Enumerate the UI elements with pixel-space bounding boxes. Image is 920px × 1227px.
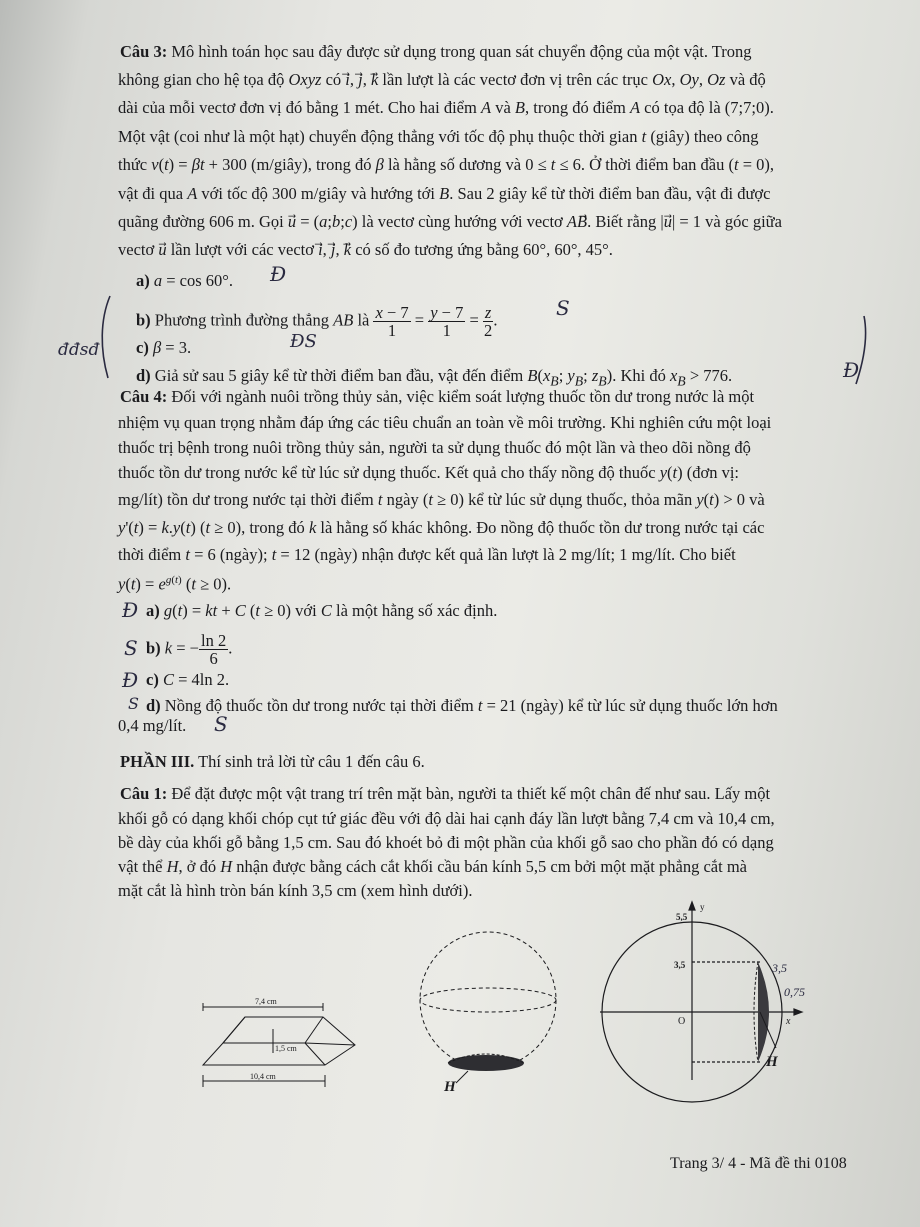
q3-mark-b: S	[556, 296, 570, 320]
circle-x-label: x	[786, 1016, 791, 1027]
q3-option-d: d) Giả sử sau 5 giây kể từ thời điểm ban đầu, vật đến điểm $B(x_B$; $y_B$; $z_B$). Khi đó $x_B > 776$.	[136, 366, 733, 389]
sphere-h-label: H	[444, 1079, 456, 1095]
q3-handwritten-brackets	[0, 0, 920, 420]
q3-line-8: vectơ u⃗ lần lượt với các vectơ i⃗, j⃗, k⃗ có số đo tương ứng bằng 60°, 60°, 45°.	[118, 240, 613, 259]
p3q1-line-4: vật thể H, ở đó H nhận được bằng cách cắt khối cầu bán kính 5,5 cm bởi một mặt phẳng cắt mà	[118, 857, 747, 876]
q4-option-d-cont: 0,4 mg/lít.	[118, 716, 187, 735]
circle-figure	[600, 900, 830, 1085]
q4-option-c: c) C = 4ln 2.	[146, 670, 230, 689]
sphere-figure	[408, 925, 573, 1095]
q4-option-b: b) k = − $\frac{\ln 2}{6}$ .	[146, 631, 233, 668]
q3-mark-c: ĐS	[290, 331, 317, 352]
q4-mark-d-end: S	[214, 712, 228, 736]
q3-line-6: vật đi qua A với tốc độ 300 m/giây và hướng tới B. Sau 2 giây kể từ thời điểm ban đầu, vật đi được	[118, 184, 771, 203]
q4-mark-d: S	[128, 694, 139, 713]
frustum-bottom-label: 10,4 cm	[250, 1072, 276, 1081]
q3-line-4: Một vật (coi như là một hạt) chuyển động thẳng với tốc độ phụ thuộc thời gian t (giây) theo công	[118, 127, 759, 146]
circle-h-label: H	[766, 1054, 778, 1070]
circle-top-label: 5,5	[676, 912, 688, 922]
q4-line-4: thuốc tồn dư trong nước kể từ lúc sử dụng thuốc. Kết quả cho thấy nồng độ thuốc y(t) (đơn vị:	[118, 463, 740, 482]
q4-line-3: thuốc trị bệnh trong nuôi trồng thủy sản, người ta sử dụng thuốc đó một lần và theo dõi nồng độ	[118, 438, 751, 457]
q3-mark-a: Đ	[270, 262, 287, 286]
p3q1-line-5: mặt cắt là hình tròn bán kính 3,5 cm (xem hình dưới).	[118, 881, 473, 900]
q3-line-5: thức v(t) = βt + 300 (m/giây), trong đó β là hằng số dương và 0 ≤ t ≤ 6. Ở thời điểm ban đầu (t = 0),	[118, 155, 775, 174]
circle-origin-label: O	[678, 1016, 686, 1027]
q4-line-5: mg/lít) tồn dư trong nước tại thời điểm t ngày (t ≥ 0) kể từ lúc sử dụng thuốc, thỏa mãn y(t) > 0 và	[118, 490, 765, 509]
p3q1-line-3: bề dày của khối gỗ bằng 1,5 cm. Sau đó khoét bỏ đi một phần của khối gỗ sao cho phần đó có dạng	[118, 833, 774, 852]
handwritten-note-2: 0,75	[784, 985, 805, 999]
q4-line-8: $y(t) = e^{g(t)}$ (t ≥ 0).	[118, 574, 232, 594]
part3-heading: PHẦN III. Thí sinh trả lời từ câu 1 đến câu 6.	[120, 752, 425, 771]
q3-line-7: quãng đường 606 m. Gọi u⃗ = (a;b;c) là vectơ cùng hướng với vectơ AB⃗. Biết rằng |u⃗| = 1 và góc giữa	[118, 212, 782, 231]
cap-shape	[448, 1055, 524, 1071]
p3q1-line-2: khối gỗ có dạng khối chóp cụt tứ giác đều với độ dài hai cạnh đáy lần lượt bằng 7,4 cm và 10,4 cm,	[118, 809, 775, 828]
q4-line-1: Câu 4: Đối với ngành nuôi trồng thủy sản, việc kiểm soát lượng thuốc tồn dư trong nước là một	[120, 387, 755, 406]
handwritten-note-1: 3,5	[772, 961, 787, 975]
q3-mark-d: Đ	[843, 358, 860, 382]
q3-line-1: Câu 3: Mô hình toán học sau đây được sử dụng trong quan sát chuyển động của một vật. Trong	[120, 42, 752, 61]
q4-option-a: a) g(t) = kt + C (t ≥ 0) với C là một hằng số xác định.	[146, 601, 498, 620]
p3q1-line-1: Câu 1: Để đặt được một vật trang trí trên mặt bàn, người ta thiết kế một chân đế như sau. Lấy một	[120, 784, 771, 803]
q3-option-a: a) a = cos 60°.	[136, 271, 234, 290]
q3-option-b: b) Phương trình đường thẳng AB là $\frac{x - 7}{1}$ = $\frac{y - 7}{1}$ = $\frac{z}{2}$ .	[136, 303, 498, 340]
q4-option-d: d) Nồng độ thuốc tồn dư trong nước tại thời điểm t = 21 (ngày) kể từ lúc sử dụng thuốc lớn hơn	[146, 696, 778, 715]
frustum-top-label: 7,4 cm	[255, 997, 277, 1006]
q3-option-c: c) β = 3.	[136, 338, 192, 357]
q4-line-6: y'(t) = k.y(t) (t ≥ 0), trong đó k là hằng số khác không. Đo nồng độ thuốc tồn dư trong nước tại các	[118, 518, 765, 537]
circle-left-label: 3,5	[674, 960, 686, 970]
q3-line-3: dài của mỗi vectơ đơn vị đó bằng 1 mét. Cho hai điểm A và B, trong đó điểm A có tọa độ là (7;7;0).	[118, 98, 774, 117]
page-footer: Trang 3/ 4 - Mã đề thi 0108	[670, 1155, 847, 1172]
q4-line-7: thời điểm t = 6 (ngày); t = 12 (ngày) nhận được kết quả lần lượt là 2 mg/lít; 1 mg/lít. Cho biết	[118, 545, 736, 564]
q4-line-2: nhiệm vụ quan trọng nhằm đáp ứng các tiêu chuẩn an toàn về môi trường. Khi nghiên cứu một loại	[118, 413, 772, 432]
q4-mark-c: Đ	[122, 668, 139, 692]
frustum-height-label: 1,5 cm	[275, 1044, 297, 1053]
q3-line-2: không gian cho hệ tọa độ Oxyz có i⃗, j⃗, k⃗ lần lượt là các vectơ đơn vị trên các trục Ox, Oy, Oz và độ	[118, 70, 766, 89]
q4-mark-b: S	[124, 636, 138, 660]
circle-y-label: y	[700, 902, 705, 912]
margin-note: đđsđ	[58, 340, 100, 360]
cap-section	[758, 962, 769, 1062]
q4-mark-a: Đ	[122, 598, 139, 622]
frustum-figure	[195, 995, 370, 1090]
